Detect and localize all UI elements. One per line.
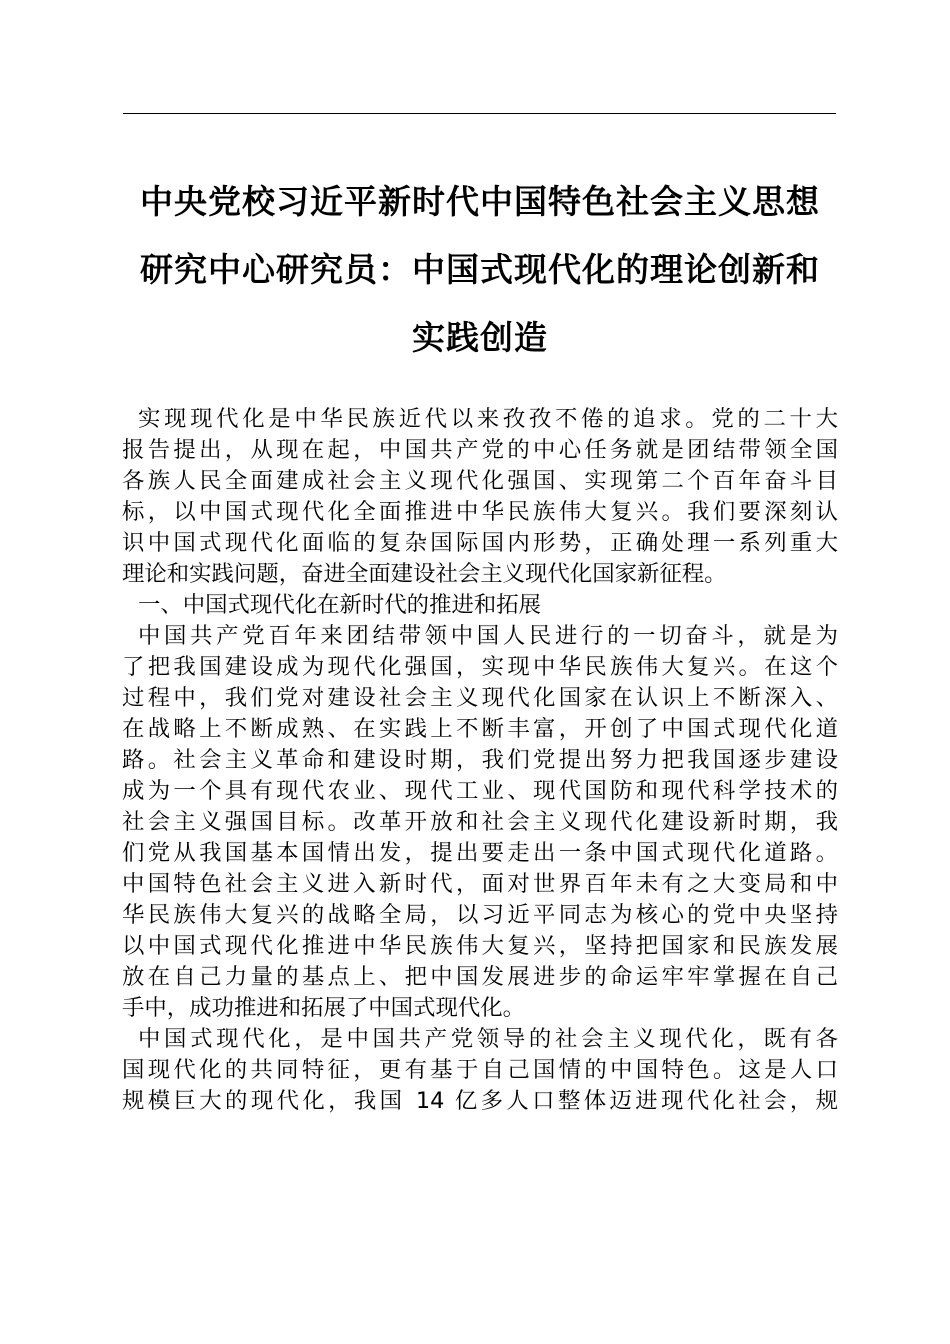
paragraph-intro	[122, 404, 838, 590]
text-line: 国现代化的共同特征，更有基于自己国情的中国特色。这是人口	[122, 1057, 838, 1083]
section-heading	[122, 590, 838, 621]
text-line: 手中，成功推进和拓展了中国式现代化。	[122, 995, 526, 1021]
paragraph-section-2	[122, 1024, 838, 1117]
text-line: 了把我国建设成为现代化强国，实现中华民族伟大复兴。在这个	[122, 654, 838, 680]
header-rule	[123, 113, 836, 114]
text-line: 中国式现代化，是中国共产党领导的社会主义现代化，既有各	[138, 1026, 838, 1052]
text-line: 识中国式现代化面临的复杂国际国内形势，正确处理一系列重大	[122, 530, 838, 556]
text-line: 中国共产党百年来团结带领中国人民进行的一切奋斗，就是为	[138, 623, 838, 649]
text-line: 路。社会主义革命和建设时期，我们党提出努力把我国逐步建设	[122, 747, 838, 773]
document-title	[110, 168, 850, 372]
title-line: 中央党校习近平新时代中国特色社会主义思想	[140, 182, 820, 221]
text-line: 一、中国式现代化在新时代的推进和拓展	[138, 592, 542, 618]
title-line: 实践创造	[412, 318, 548, 357]
text-line: 华民族伟大复兴的战略全局，以习近平同志为核心的党中央坚持	[122, 902, 838, 928]
text-line: 以中国式现代化推进中华民族伟大复兴，坚持把国家和民族发展	[122, 933, 838, 959]
document-body	[122, 404, 838, 1117]
text-line: 放在自己力量的基点上、把中国发展进步的命运牢牢掌握在自己	[122, 964, 838, 990]
text-line: 实现现代化是中华民族近代以来孜孜不倦的追求。党的二十大	[138, 406, 838, 432]
text-line: 中国特色社会主义进入新时代，面对世界百年未有之大变局和中	[122, 871, 838, 897]
text-line: 理论和实践问题，奋进全面建设社会主义现代化国家新征程。	[122, 561, 727, 587]
text-line: 社会主义强国目标。改革开放和社会主义现代化建设新时期，我	[122, 809, 838, 835]
text-line: 成为一个具有现代农业、现代工业、现代国防和现代科学技术的	[122, 778, 838, 804]
text-line: 标，以中国式现代化全面推进中华民族伟大复兴。我们要深刻认	[122, 499, 838, 525]
text-line: 们党从我国基本国情出发，提出要走出一条中国式现代化道路。	[122, 840, 838, 866]
text-line: 在战略上不断成熟、在实践上不断丰富，开创了中国式现代化道	[122, 716, 838, 742]
title-line: 研究中心研究员：中国式现代化的理论创新和	[140, 250, 820, 289]
text-line: 各族人民全面建成社会主义现代化强国、实现第二个百年奋斗目	[122, 468, 838, 494]
text-line: 规模巨大的现代化，我国 14 亿多人口整体迈进现代化社会，规	[122, 1088, 838, 1114]
paragraph-section-1	[122, 621, 838, 1024]
text-line: 过程中，我们党对建设社会主义现代化国家在认识上不断深入、	[122, 685, 838, 711]
text-line: 报告提出，从现在起，中国共产党的中心任务就是团结带领全国	[122, 437, 838, 463]
